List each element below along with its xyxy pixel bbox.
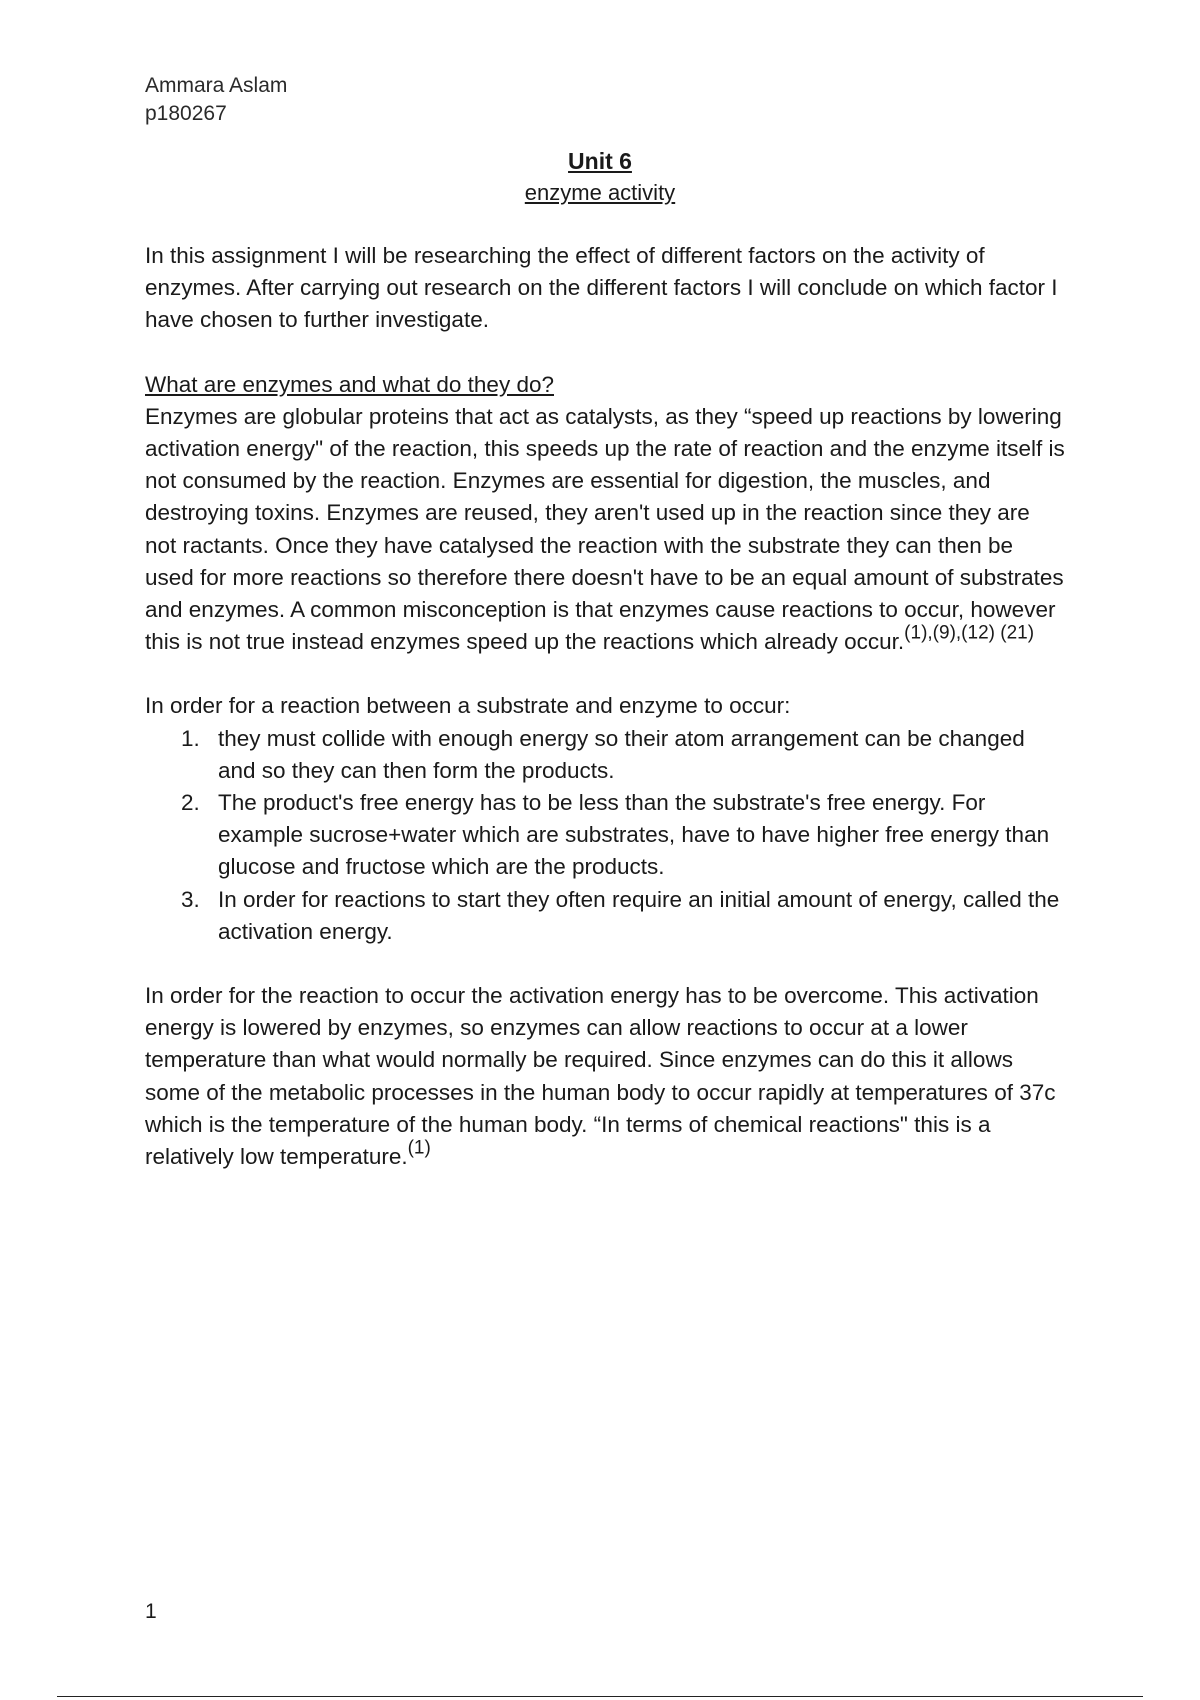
list-number: 3. [181,886,200,912]
page-number: 1 [145,1600,157,1623]
paragraph-text: In order for the reaction to occur the activation energy has to be overcome. This activation energy is lowered by enzymes, so enzymes can allow reactions to occur at a lower temperature than what would normally be required. Since enzymes can do this it allows some of the metabolic processes in the human body to occur rapidly at temperatures of 37c which is the temperature of the human body. “In terms of chemical reactions" this is a relatively low temperature. [145,983,1056,1170]
section-reaction-conditions [145,690,1065,948]
citation: (1) [407,1137,431,1159]
student-id: p180267 [145,102,227,125]
page-subtitle: enzyme activity [524,180,676,205]
section-paragraph [145,401,1065,659]
list-number: 2. [181,790,200,816]
list-intro: In order for a reaction between a substrate and enzyme to occur: [145,693,791,719]
list-item-text: they must collide with enough energy so their atom arrangement can be changed and so they can then form the products. [218,725,1025,783]
activation-energy-paragraph [145,980,1065,1173]
title-block [0,145,1200,209]
citation: (1),(9),(12) (21) [904,622,1035,644]
author-block [145,72,287,128]
main-content [145,240,1065,1173]
section-heading: What are enzymes and what do they do? [145,371,554,397]
intro-paragraph: In this assignment I will be researching the effect of different factors on the activity of enzymes. After carrying out research on the different factors I will conclude on which factor I have chosen to further investigate. [145,243,1058,333]
list-item [145,787,1065,884]
section-enzymes [145,369,1065,659]
page-title: Unit 6 [568,148,632,174]
list-item-text: The product's free energy has to be less than the substrate's free energy. For example sucrose+water which are substrates, have to have higher free energy than glucose and fructose which are the products. [218,790,1050,880]
section-body-text: Enzymes are globular proteins that act as catalysts, as they “speed up reactions by lowering activation energy" of the reaction, this speeds up the rate of reaction and the enzyme itself is not consumed by the reaction. Enzymes are essential for digestion, the muscles, and destroying toxins. Enzymes are reused, they aren't used up in the reaction since they are not ractants. Once they have catalysed the reaction with the substrate they can then be used for more reactions so therefore there doesn't have to be an equal amount of substrates and enzymes. A common misconception is that enzymes cause reactions to occur, however this is not true instead enzymes speed up the reactions which already occur. [145,403,1065,655]
list-item [145,884,1065,948]
author-name: Ammara Aslam [145,74,288,97]
list-item-text: In order for reactions to start they often require an initial amount of energy, called the activation energy. [218,886,1060,944]
list-number: 1. [181,725,200,751]
list-item [145,723,1065,787]
page-divider [57,1696,1143,1697]
numbered-list [145,723,1065,948]
